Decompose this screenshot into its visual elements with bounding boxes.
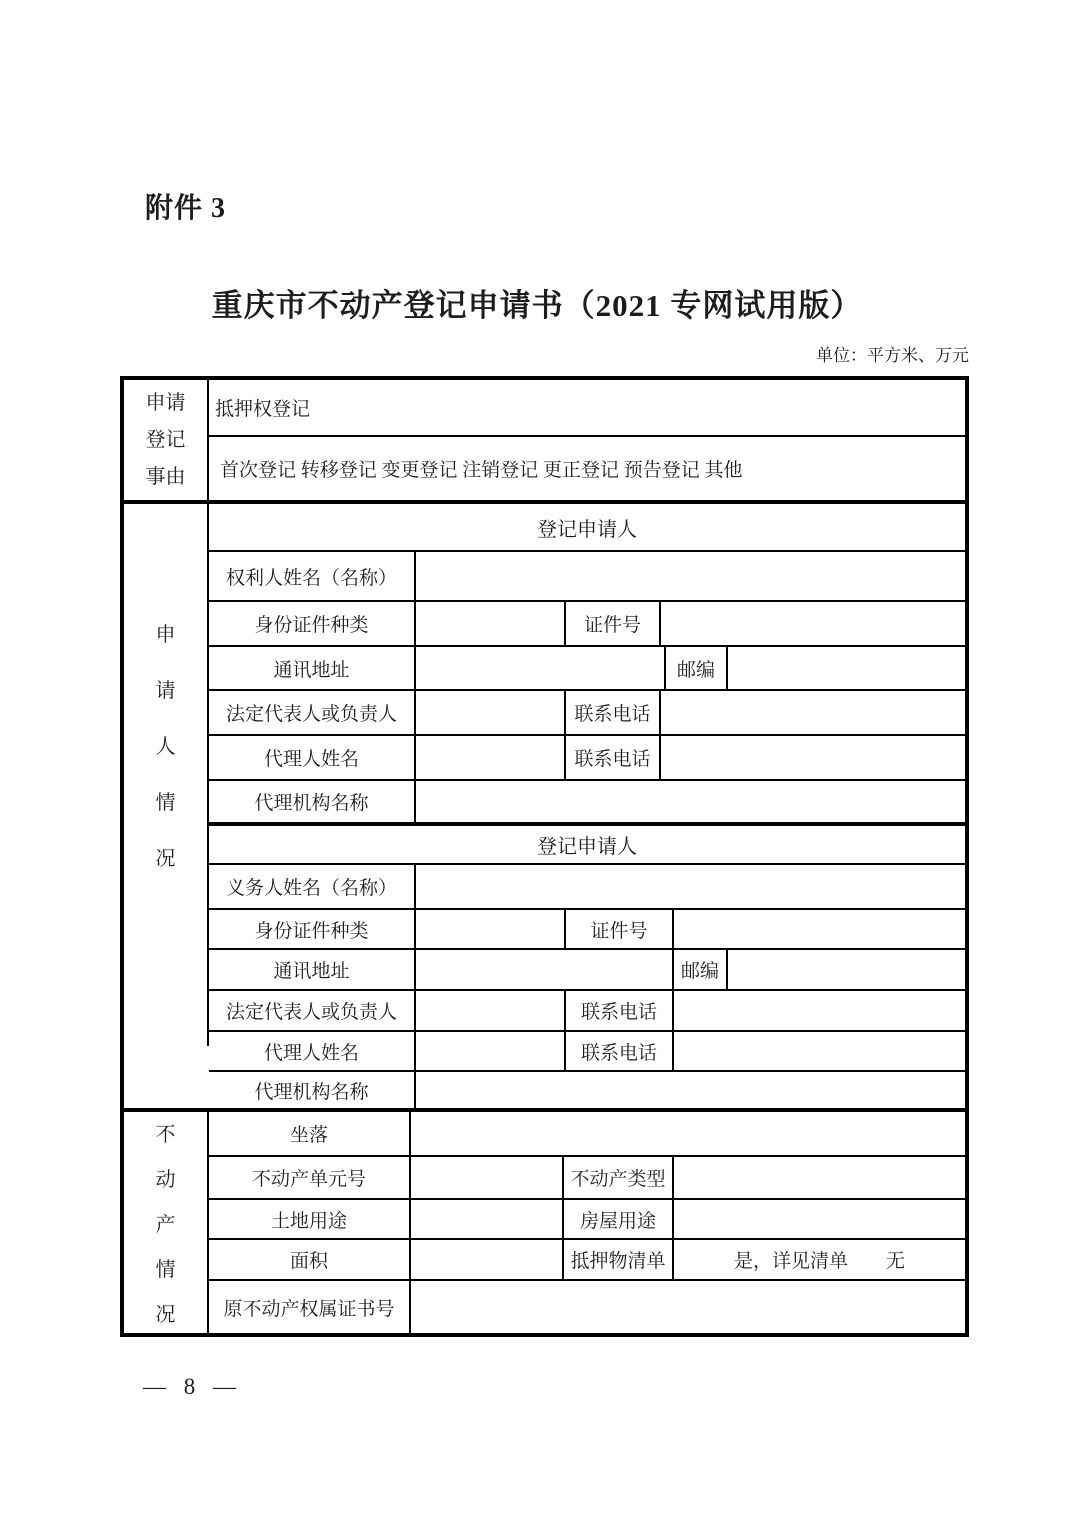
selected-reason-row xyxy=(209,380,965,435)
legal-rep-row xyxy=(209,689,965,734)
legal-rep-phone-input xyxy=(672,991,965,1030)
side-label-line: 申请 xyxy=(145,391,186,414)
id-row xyxy=(209,908,965,948)
id-number-input xyxy=(672,910,965,948)
applicant-block-1-header-row xyxy=(209,504,965,550)
side-label-char: 情 xyxy=(155,1259,176,1281)
side-label-applicant xyxy=(124,442,209,1046)
unit-note: 单位：平方米、万元 xyxy=(816,346,969,365)
original-cert-row xyxy=(209,1279,965,1333)
side-label-line: 事由 xyxy=(145,465,186,488)
side-label-char: 不 xyxy=(155,1124,176,1146)
agent-name-label: 代理人姓名 xyxy=(263,1042,359,1064)
address-label: 通讯地址 xyxy=(273,659,350,681)
agent-name-input xyxy=(414,1032,564,1070)
collateral-list-label: 抵押物清单 xyxy=(562,1240,672,1279)
area-row xyxy=(209,1238,965,1279)
location-input xyxy=(409,1112,965,1155)
agent-phone-input xyxy=(659,736,965,779)
side-label-char: 申 xyxy=(155,623,176,646)
id-type-input xyxy=(414,910,564,948)
selected-reason-cell: 抵押权登记 xyxy=(215,399,311,420)
id-number-input xyxy=(659,602,965,645)
rights-holder-name-row xyxy=(209,550,965,600)
property-type-label: 不动产类型 xyxy=(562,1157,672,1198)
section-applicant xyxy=(124,500,965,1108)
legal-rep-label: 法定代表人或负责人 xyxy=(225,1002,397,1023)
unit-number-label: 不动产单元号 xyxy=(251,1169,366,1190)
block-header-cell: 登记申请人 xyxy=(537,518,637,541)
reason-options-cell: 首次登记 转移登记 变更登记 注销登记 更正登记 预告登记 其他 xyxy=(220,460,743,481)
legal-rep-row xyxy=(209,989,965,1030)
side-label-char: 动 xyxy=(155,1169,176,1191)
agency-input xyxy=(414,1072,965,1108)
side-label-char: 情 xyxy=(155,791,176,814)
obligor-name-input xyxy=(414,865,965,908)
id-type-input xyxy=(414,602,564,645)
side-label-char: 况 xyxy=(155,847,176,870)
attachment-label: 附件 3 xyxy=(145,193,227,224)
side-label-char: 人 xyxy=(155,735,176,758)
address-label: 通讯地址 xyxy=(273,961,350,982)
page-number: — 8 — xyxy=(143,1374,242,1399)
legal-rep-phone-label: 联系电话 xyxy=(564,991,672,1030)
property-type-input xyxy=(672,1157,965,1198)
postcode-input xyxy=(726,647,965,689)
registration-form-table xyxy=(120,376,969,1337)
legal-rep-phone-label: 联系电话 xyxy=(564,691,659,734)
legal-rep-input xyxy=(414,691,564,734)
page-title: 重庆市不动产登记申请书（2021 专网试用版） xyxy=(211,288,863,323)
side-label-char: 况 xyxy=(155,1304,176,1326)
original-cert-input xyxy=(409,1281,965,1333)
collateral-list-options: 是，详见清单 无 xyxy=(672,1240,965,1279)
agent-name-row xyxy=(209,734,965,779)
agent-name-input xyxy=(414,736,564,779)
original-cert-label: 原不动产权属证书号 xyxy=(223,1298,395,1320)
land-use-input xyxy=(409,1200,562,1238)
side-label-char: 产 xyxy=(155,1214,176,1236)
agent-phone-input xyxy=(672,1032,965,1070)
side-label-property xyxy=(124,1112,209,1333)
land-use-row xyxy=(209,1198,965,1238)
section-reason xyxy=(124,380,965,500)
section-property xyxy=(124,1108,965,1333)
rights-holder-name-input xyxy=(414,552,965,600)
agency-input xyxy=(414,781,965,822)
agency-row xyxy=(209,1070,965,1108)
address-row xyxy=(209,645,965,689)
area-label: 面积 xyxy=(289,1251,328,1272)
address-input xyxy=(414,950,672,989)
id-number-label: 证件号 xyxy=(564,602,659,645)
location-label: 坐落 xyxy=(289,1125,328,1146)
side-label-char: 请 xyxy=(155,679,176,702)
obligor-name-label: 义务人姓名（名称） xyxy=(225,878,397,899)
address-input xyxy=(414,647,664,689)
id-number-label: 证件号 xyxy=(564,910,672,948)
agent-name-row xyxy=(209,1030,965,1070)
agency-row xyxy=(209,779,965,822)
postcode-input xyxy=(726,950,965,989)
side-label-line: 登记 xyxy=(145,428,186,451)
applicant-rows xyxy=(209,504,965,1108)
legal-rep-input xyxy=(414,991,564,1030)
agency-label: 代理机构名称 xyxy=(254,1081,369,1103)
reason-rows xyxy=(209,380,965,500)
location-row xyxy=(209,1112,965,1155)
house-use-label: 房屋用途 xyxy=(562,1200,672,1238)
block-header-cell: 登记申请人 xyxy=(537,836,637,858)
property-rows xyxy=(209,1112,965,1333)
obligor-name-row xyxy=(209,863,965,908)
agent-name-label: 代理人姓名 xyxy=(263,749,359,770)
agency-label: 代理机构名称 xyxy=(254,793,369,814)
legal-rep-phone-input xyxy=(659,691,965,734)
unit-number-input xyxy=(409,1157,562,1198)
agent-phone-label: 联系电话 xyxy=(564,736,659,779)
applicant-block-2-header-row xyxy=(209,822,965,863)
agent-phone-label: 联系电话 xyxy=(564,1032,672,1070)
house-use-input xyxy=(672,1200,965,1238)
rights-holder-name-label: 权利人姓名（名称） xyxy=(225,567,397,589)
legal-rep-label: 法定代表人或负责人 xyxy=(225,704,397,725)
address-row xyxy=(209,948,965,989)
land-use-label: 土地用途 xyxy=(270,1210,347,1232)
postcode-label: 邮编 xyxy=(664,647,726,689)
area-input xyxy=(409,1240,562,1279)
id-type-label: 身份证件种类 xyxy=(254,920,369,942)
unit-number-row xyxy=(209,1155,965,1198)
id-row xyxy=(209,600,965,645)
reason-options-row xyxy=(209,435,965,500)
id-type-label: 身份证件种类 xyxy=(254,615,369,636)
postcode-label: 邮编 xyxy=(672,950,726,989)
